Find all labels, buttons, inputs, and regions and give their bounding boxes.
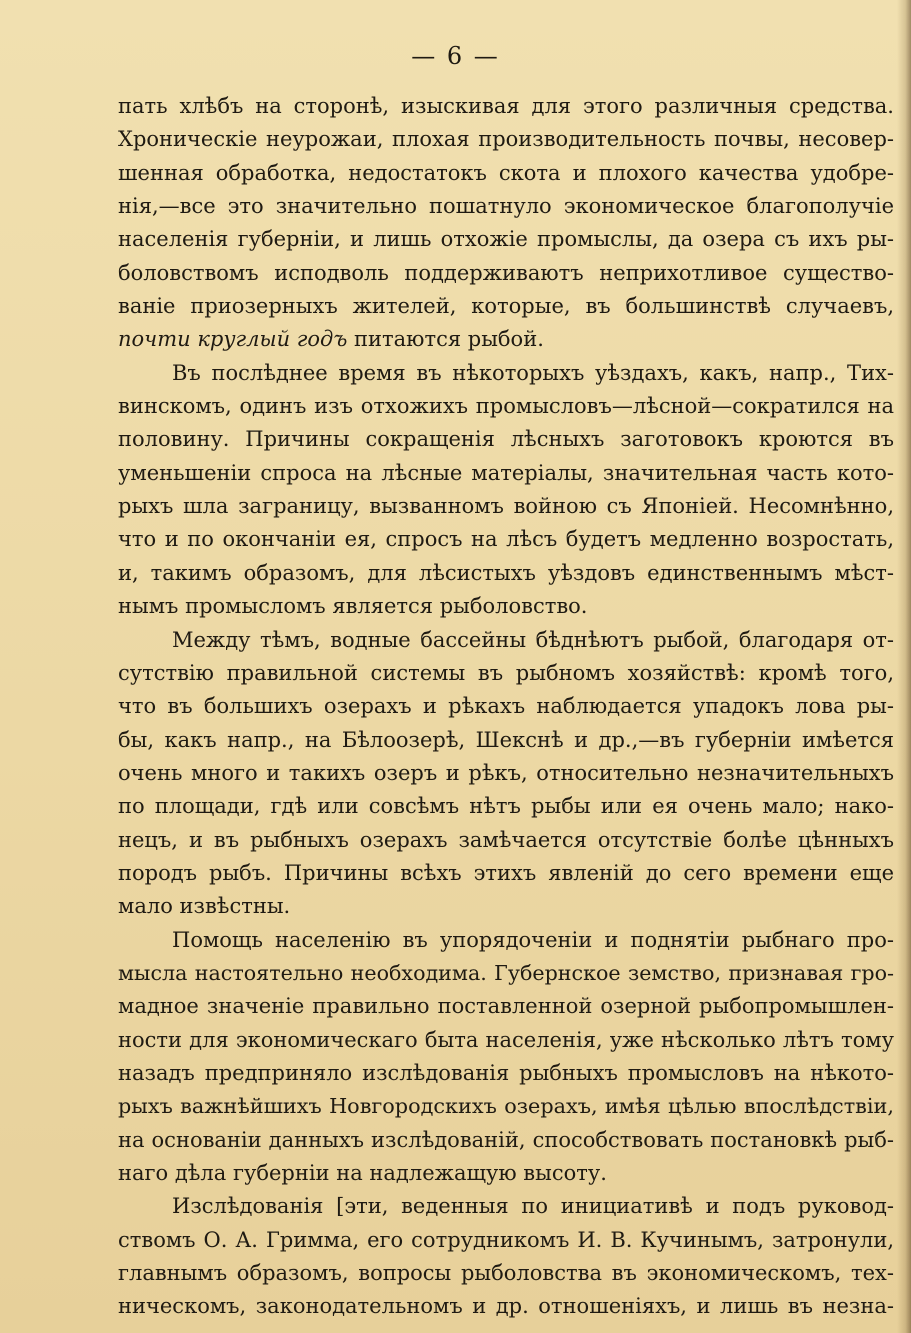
paragraph-start-line: Изслѣдованія [эти, веденныя по инициативѣ и подъ руковод- xyxy=(172,1194,894,1219)
text-line: породъ рыбъ. Причины всѣхъ этихъ явленій до сего времени еще xyxy=(118,860,894,885)
text-line: уменьшеніи спроса на лѣсные матеріалы, значительная часть кото- xyxy=(118,460,894,485)
text-line: очень много и такихъ озеръ и рѣкъ, относительно незначительныхъ xyxy=(118,760,894,785)
text-line: по площади, гдѣ или совсѣмъ нѣтъ рыбы или ея очень мало; нако- xyxy=(118,794,894,819)
text-line: сутствію правильной системы въ рыбномъ хозяйствѣ: кромѣ того, xyxy=(118,660,894,685)
text-line: назадъ предприняло изслѣдованія рыбныхъ промысловъ на нѣкото- xyxy=(118,1060,894,1085)
text-line: ствомъ О. А. Гримма, его сотрудникомъ И. В. Кучинымъ, затронули, xyxy=(118,1227,894,1252)
text-line: наго дѣла губерніи на надлежащую высоту. xyxy=(118,1161,607,1185)
text-line: рыхъ важнѣйшихъ Новгородскихъ озерахъ, имѣя цѣлью впослѣдствіи, xyxy=(118,1094,894,1119)
text-line: мадное значеніе правильно поставленной озерной рыбопромышлен- xyxy=(118,994,894,1019)
text-line: населенія губерніи, и лишь отхожіе промыслы, да озера съ ихъ ры- xyxy=(118,227,894,252)
text-line: и, такимъ образомъ, для лѣсистыхъ уѣздовъ единственнымъ мѣст- xyxy=(118,560,894,585)
paragraph-start-line: Помощь населенію въ упорядоченіи и поднятіи рыбнаго про- xyxy=(172,927,894,952)
text-span: питаются рыбой. xyxy=(347,327,544,352)
text-line: бы, какъ напр., на Бѣлоозерѣ, Шекснѣ и др.,—въ губерніи имѣется xyxy=(118,727,894,752)
text-line: половину. Причины сокращенія лѣсныхъ заготовокъ кроются въ xyxy=(118,427,894,452)
text-line: рыхъ шла заграницу, вызванномъ войною съ Японіей. Несомнѣнно, xyxy=(118,494,894,519)
text-line: мысла настоятельно необходима. Губернское земство, признавая гро- xyxy=(118,960,894,985)
body-text xyxy=(118,90,894,1324)
italic-phrase: почти круглый годъ xyxy=(118,327,348,352)
paragraph-start-line: Въ послѣднее время въ нѣкоторыхъ уѣздахъ, какъ, напр., Тих- xyxy=(172,360,894,385)
page-edge-shadow xyxy=(897,0,911,1333)
text-line: ническомъ, законодательномъ и др. отношеніяхъ, и лишь въ незна- xyxy=(118,1294,894,1319)
text-line: что и по окончаніи ея, спросъ на лѣсъ будетъ медленно возростать, xyxy=(118,527,894,552)
text-line: что въ большихъ озерахъ и рѣкахъ наблюдается упадокъ лова ры- xyxy=(118,694,894,719)
text-line: пать хлѣбъ на сторонѣ, изыскивая для этого различныя средства. xyxy=(118,94,894,118)
text-line: винскомъ, одинъ изъ отхожихъ промысловъ—лѣсной—сократился на xyxy=(118,394,894,419)
text-line: ваніе приозерныхъ жителей, которые, въ большинствѣ случаевъ, xyxy=(118,294,894,319)
text-line: мало извѣстны. xyxy=(118,894,291,919)
text-line: главнымъ образомъ, вопросы рыболовства въ экономическомъ, тех- xyxy=(118,1261,894,1286)
text-line: ности для экономическаго быта населенія, уже нѣсколько лѣтъ тому xyxy=(118,1027,894,1052)
text-line xyxy=(118,323,894,356)
paragraph-start-line: Между тѣмъ, водные бассейны бѣднѣютъ рыбой, благодаря от- xyxy=(172,627,894,652)
text-line: нецъ, и въ рыбныхъ озерахъ замѣчается отсутствіе болѣе цѣнныхъ xyxy=(118,827,894,852)
text-line: боловствомъ исподволь поддерживаютъ неприхотливое существо- xyxy=(118,260,894,285)
text-line: на основаніи данныхъ изслѣдованій, способствовать постановкѣ рыб- xyxy=(118,1127,894,1152)
text-line: Хроническіе неурожаи, плохая производительность почвы, несовер- xyxy=(118,127,894,152)
text-line: нія,—все это значительно пошатнуло экономическое благополучіе xyxy=(118,194,894,219)
page-number: — 6 — xyxy=(411,42,500,70)
text-line: нымъ промысломъ является рыболовство. xyxy=(118,594,588,619)
text-line: шенная обработка, недостатокъ скота и плохого качества удобре- xyxy=(118,160,894,185)
